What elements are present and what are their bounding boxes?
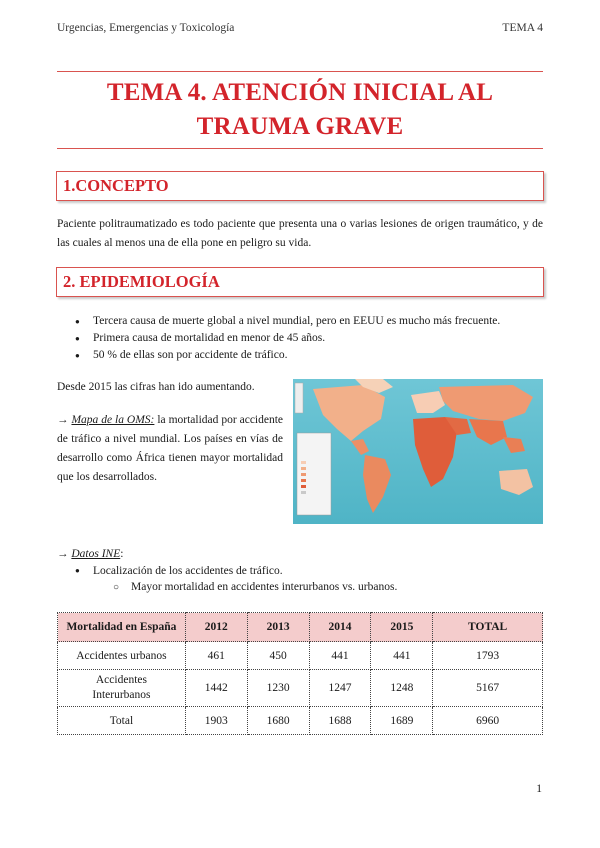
hollow-bullet-icon: ○	[113, 582, 120, 593]
table-header-cell: 2012	[185, 613, 247, 642]
table-cell: 1688	[309, 707, 371, 735]
table-row	[58, 707, 543, 735]
table-cell: 1793	[433, 642, 543, 670]
page-title-line1: TEMA 4. ATENCIÓN INICIAL AL	[106, 79, 494, 106]
legend-swatch	[301, 473, 306, 476]
table-cell: 1903	[185, 707, 247, 735]
map-zoom-controls	[295, 383, 303, 413]
page-title-line2: TRAUMA GRAVE	[196, 113, 404, 140]
table-cell: 461	[185, 642, 247, 670]
who-world-mortality-map	[293, 379, 543, 524]
title-top-rule	[57, 71, 543, 72]
list-item: ● 50 % de ellas son por accidente de tráfico.	[75, 347, 545, 364]
ine-sub-bullet-text: Mayor mortalidad en accidentes interurbanos vs. urbanos.	[131, 581, 398, 593]
epidemiology-bullet-list	[75, 313, 545, 364]
legend-swatch	[301, 467, 306, 470]
table-cell: 1442	[185, 670, 247, 707]
legend-swatch	[301, 479, 306, 482]
table-header-row	[58, 613, 543, 642]
list-item: ● Primera causa de mortalidad en menor de 45 años.	[75, 330, 545, 347]
legend-swatch	[301, 485, 306, 488]
table-header-cell: Mortalidad en España	[58, 613, 186, 642]
title-bottom-rule	[57, 148, 543, 149]
ine-bullet-text: Localización de los accidentes de tráfico.	[93, 565, 283, 577]
table-header-cell: TOTAL	[433, 613, 543, 642]
table-cell: 5167	[433, 670, 543, 707]
table-cell: 1248	[371, 670, 433, 707]
table-header-cell: 2014	[309, 613, 371, 642]
table-cell: 1247	[309, 670, 371, 707]
ine-data-link[interactable]: Datos INE	[71, 548, 121, 560]
list-item: ● Tercera causa de muerte global a nivel mundial, pero en EEUU es mucho más frecuente.	[75, 313, 545, 330]
table-cell: Total	[58, 707, 186, 735]
arrow-icon: →	[57, 548, 69, 560]
legend-swatch	[301, 461, 306, 464]
concepto-paragraph: Paciente politraumatizado es todo paciente que presenta una o varias lesiones de origen traumático, y de las cuales al menos una de ella pone en peligro su vida.	[57, 218, 543, 249]
oms-description: la mortalidad por accidente de tráfico a nivel mundial. Los países en vías de desarrollo como África tienen mayor mortalidad que los desarrollados.	[57, 414, 284, 483]
table-cell: 1230	[247, 670, 309, 707]
table-cell: 1689	[371, 707, 433, 735]
table-cell: 441	[371, 642, 433, 670]
page-title	[57, 76, 543, 144]
table-header-cell: 2015	[371, 613, 433, 642]
section-heading-concepto	[56, 171, 544, 201]
bullet-icon: ●	[75, 566, 80, 575]
section-heading-concepto-text: 1.CONCEPTO	[63, 176, 169, 195]
table-cell: Accidentes urbanos	[58, 642, 186, 670]
table-cell: 6960	[433, 707, 543, 735]
table-cell: 450	[247, 642, 309, 670]
mortality-table	[57, 612, 543, 735]
table-row	[58, 670, 543, 707]
section-heading-epidemiologia	[56, 267, 544, 297]
ine-sub-bullet	[113, 579, 397, 596]
ine-colon: :	[120, 548, 124, 560]
table-row	[58, 642, 543, 670]
page-number: 1	[536, 783, 542, 795]
arrow-icon: →	[57, 414, 69, 426]
table-header-cell: 2013	[247, 613, 309, 642]
since-2015-text: Desde 2015 las cifras han ido aumentando.	[57, 381, 255, 393]
ine-bullet	[75, 562, 283, 580]
running-header-title: Urgencias, Emergencias y Toxicología	[57, 22, 235, 34]
oms-paragraph	[57, 411, 283, 487]
running-header-chapter: TEMA 4	[502, 22, 543, 34]
table-cell: Accidentes Interurbanos	[58, 670, 186, 707]
legend-swatch	[301, 491, 306, 494]
world-map-illustration	[293, 379, 543, 524]
oms-map-link[interactable]: Mapa de la OMS:	[71, 414, 155, 426]
table-cell: 441	[309, 642, 371, 670]
section-heading-epidemiologia-text: 2. EPIDEMIOLOGÍA	[63, 272, 220, 291]
table-cell: 1680	[247, 707, 309, 735]
